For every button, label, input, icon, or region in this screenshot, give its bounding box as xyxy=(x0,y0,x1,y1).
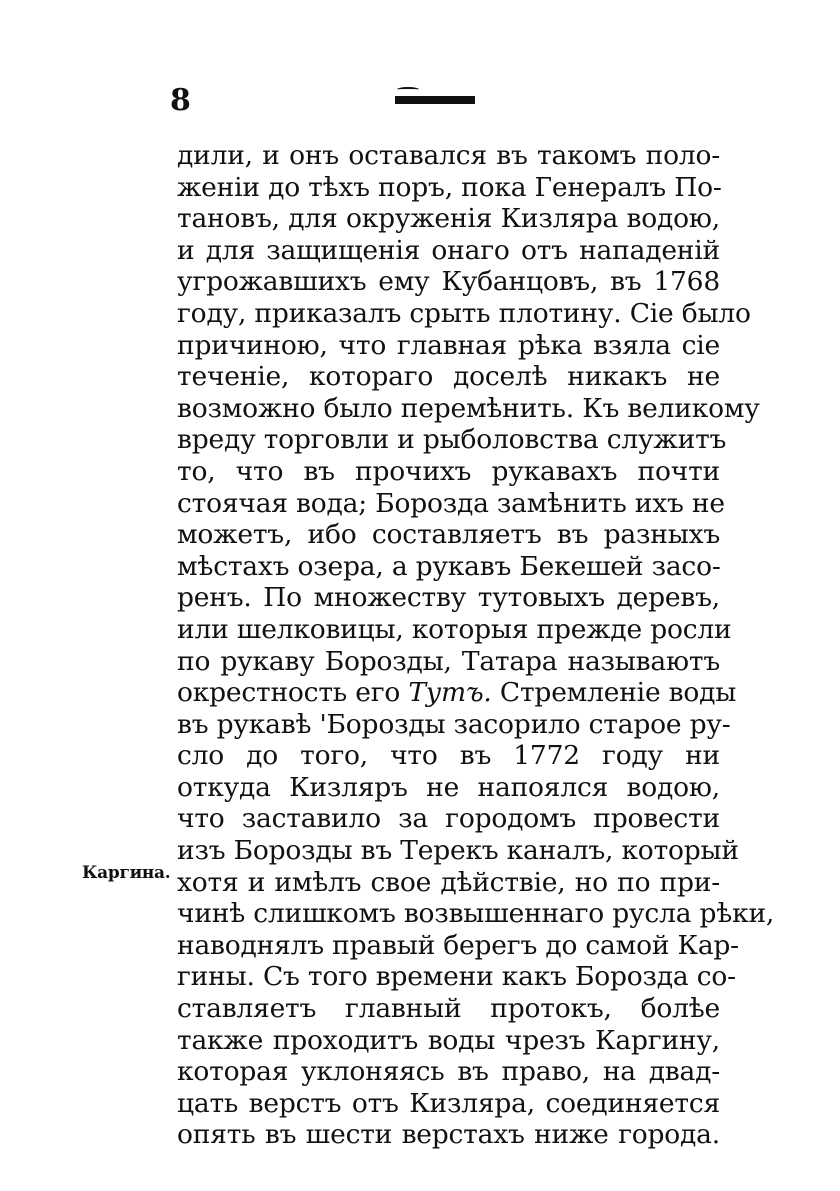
text-line: угрожавшихъ ему Кубанцовъ, въ 1768 xyxy=(177,266,720,298)
text-line: мѣстахъ озера, а рукавъ Бекешей засо- xyxy=(177,550,721,582)
text-line: и для защищенія онаго отъ нападеній xyxy=(177,234,720,266)
text-line: откуда Кизляръ не напоялся водою, xyxy=(177,771,720,803)
text-line: году, приказалъ срыть плотину. Сіе было xyxy=(177,297,751,329)
text-line: вреду торговли и рыболовства служитъ xyxy=(177,424,727,456)
text-line: которая уклоняясь въ право, на двад- xyxy=(177,1056,720,1088)
text-line: можетъ, ибо составляетъ въ разныхъ xyxy=(177,519,720,551)
text-line: опять въ шести верстахъ ниже города. xyxy=(177,1119,720,1151)
text-line: наводнялъ правый берегъ до самой Кар- xyxy=(177,929,739,961)
text-line: стоячая вода; Бороздa замѣнить ихъ не xyxy=(177,487,725,519)
text-line: причиною, что главная рѣка взяла сіе xyxy=(177,329,720,361)
text-line: по рукаву Борозды, Татара называютъ xyxy=(177,645,720,677)
text-line: гины. Съ того времени какъ Борозда со- xyxy=(177,961,736,993)
text-line: что заставило за городомъ провести xyxy=(177,803,720,835)
body-text xyxy=(177,140,775,1151)
text-line: дили, и онъ оставался въ такомъ поло- xyxy=(177,140,720,171)
text-line: изъ Борозды въ Терекъ каналъ, который xyxy=(177,835,739,867)
text-line: то, что въ прочихъ рукавахъ почти xyxy=(177,455,720,487)
text-line: также проходитъ воды чрезъ Каргину, xyxy=(177,1024,720,1056)
text-line: сло до того, что въ 1772 году ни xyxy=(177,740,720,772)
header-ornament-rule xyxy=(395,96,475,104)
text-line-with-italic xyxy=(177,677,737,709)
text-line: или шелковицы, которыя прежде росли xyxy=(177,613,732,645)
text-line: возможно было перемѣнить. Къ великому xyxy=(177,392,760,424)
margin-note-kargina: Каргина. xyxy=(82,863,171,883)
text-line: ставляетъ главный протокъ, болѣе xyxy=(177,993,720,1025)
text-segment: окрестность его xyxy=(177,677,401,709)
text-line: хотя и имѣлъ свое дѣйствіе, но по при- xyxy=(177,866,720,898)
page-number: 8 xyxy=(170,83,191,118)
italic-term-tut: Тутъ. xyxy=(408,677,492,709)
text-line: теченіе, котораго доселѣ никакъ не xyxy=(177,361,720,393)
text-segment: Стремленіе воды xyxy=(499,677,737,709)
text-line: женіи до тѣхъ поръ, пока Генералъ По- xyxy=(177,171,722,203)
text-line: цать верстъ отъ Кизляра, соединяется xyxy=(177,1087,720,1119)
text-line: ренъ. По множеству тутовыхъ деревъ, xyxy=(177,582,720,614)
text-line: въ рукавѣ 'Борозды засорило старое ру- xyxy=(177,708,731,740)
text-line: чинѣ слишкомъ возвышеннаго русла рѣки, xyxy=(177,898,775,930)
text-line: тановъ, для окруженія Кизляра водою, xyxy=(177,203,720,235)
